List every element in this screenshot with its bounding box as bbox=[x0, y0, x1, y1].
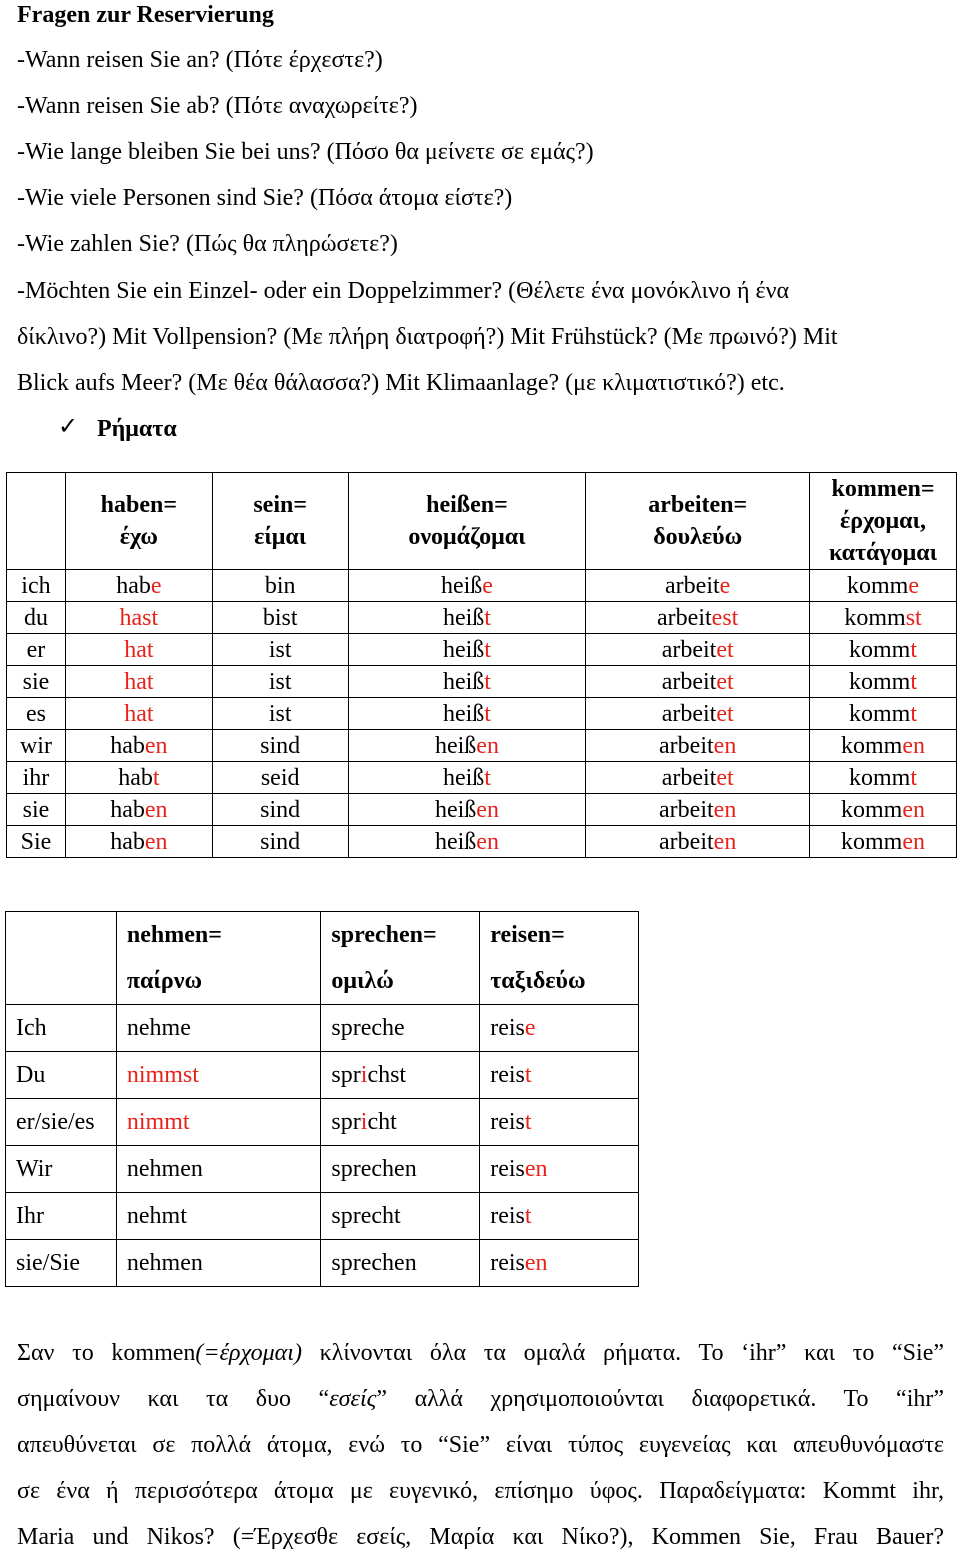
verb-ending: e bbox=[719, 572, 731, 599]
verb-ending: t bbox=[152, 764, 160, 791]
paragraph-text: απευθύνεται σε πολλά άτομα, ενώ το “Sie” είναι τύπος ευγενείας και απευθυνόμαστε bbox=[17, 1432, 944, 1458]
verb-stem: reis bbox=[490, 1155, 525, 1182]
verb-stem: spr bbox=[331, 1108, 361, 1135]
verb-stem: heiß bbox=[442, 604, 485, 631]
conjugation-cell bbox=[480, 1052, 639, 1099]
header-line: nehmen= bbox=[126, 922, 222, 948]
verb-stem: komm bbox=[847, 572, 909, 599]
conjugation-cell bbox=[65, 826, 212, 858]
verb-ending: en bbox=[524, 1249, 548, 1276]
verb-stem: hab bbox=[110, 732, 145, 759]
conjugation-cell bbox=[116, 1193, 321, 1240]
verb-stem: ist bbox=[268, 636, 292, 663]
verb-ending: hat bbox=[124, 700, 154, 727]
verb-stem: hab bbox=[116, 572, 151, 599]
verb-stem: arbeit bbox=[659, 828, 714, 855]
verb-stem: bist bbox=[262, 604, 298, 631]
header-line: είμαι bbox=[254, 524, 307, 550]
conjugation-cell bbox=[212, 730, 348, 762]
column-header bbox=[480, 912, 639, 1005]
pronoun-cell: er/sie/es bbox=[6, 1099, 117, 1146]
conjugation-cell bbox=[321, 1146, 480, 1193]
table-row bbox=[6, 1193, 639, 1240]
verb-stem: arbeit bbox=[665, 572, 720, 599]
verb-stem: komm bbox=[841, 732, 903, 759]
verb-stem: sind bbox=[260, 796, 301, 823]
verb-stem: heiß bbox=[440, 572, 483, 599]
verb-stem: arbeit bbox=[661, 668, 717, 695]
question-line: -Wann reisen Sie an? (Πότε έρχεστε?) bbox=[17, 47, 383, 73]
verb-stem: heiß bbox=[434, 796, 477, 823]
verb-ending: t bbox=[910, 700, 918, 727]
verb-ending: t bbox=[484, 700, 491, 727]
conjugation-cell bbox=[586, 570, 810, 602]
verb-ending: et bbox=[716, 700, 734, 727]
verb-ending: hast bbox=[119, 604, 159, 631]
verb-stem: nehmen bbox=[126, 1249, 203, 1276]
conjugation-cell bbox=[586, 794, 810, 826]
verb-ending: t bbox=[524, 1061, 532, 1088]
header-empty-cell bbox=[6, 912, 117, 1005]
verb-stem: cht bbox=[367, 1108, 397, 1135]
verb-ending: et bbox=[716, 764, 734, 791]
pronoun-cell: sie bbox=[7, 666, 66, 698]
verb-conjugation-table-1 bbox=[6, 472, 957, 858]
conjugation-cell bbox=[212, 666, 348, 698]
paragraph-text: κλίνονται όλα τα ομαλά ρήματα. Το ‘ihr” και το “Sie” bbox=[301, 1340, 945, 1366]
conjugation-cell bbox=[321, 1005, 480, 1052]
verb-ending: en bbox=[902, 732, 926, 759]
header-line: kommen= bbox=[831, 476, 935, 502]
verb-ending: en bbox=[902, 828, 926, 855]
header-line: έχω bbox=[119, 524, 158, 550]
verb-stem: sprechen bbox=[331, 1249, 417, 1276]
conjugation-cell bbox=[65, 634, 212, 666]
conjugation-cell bbox=[586, 666, 810, 698]
conjugation-cell bbox=[212, 794, 348, 826]
verb-ending: i bbox=[360, 1061, 368, 1088]
table-header-row bbox=[6, 912, 639, 1005]
verb-ending: en bbox=[476, 796, 499, 823]
verb-stem: arbeit bbox=[661, 764, 717, 791]
pronoun-cell: ich bbox=[7, 570, 66, 602]
conjugation-cell bbox=[810, 730, 957, 762]
verb-stem: arbeit bbox=[659, 796, 714, 823]
table-row bbox=[7, 762, 957, 794]
verb-stem: heiß bbox=[434, 828, 477, 855]
verb-ending: en bbox=[524, 1155, 548, 1182]
explanation-paragraph bbox=[17, 1330, 944, 1560]
verb-stem: arbeit bbox=[661, 700, 717, 727]
verb-stem: spreche bbox=[331, 1014, 405, 1041]
conjugation-cell bbox=[65, 602, 212, 634]
conjugation-cell bbox=[348, 826, 586, 858]
verb-stem: heiß bbox=[434, 732, 477, 759]
header-line: ονομάζομαι bbox=[408, 524, 526, 550]
header-empty-cell bbox=[7, 473, 66, 570]
verb-stem: ist bbox=[268, 700, 292, 727]
pronoun-cell: du bbox=[7, 602, 66, 634]
pronoun-cell: Ich bbox=[6, 1005, 117, 1052]
paragraph-text: Σαν το kommen bbox=[17, 1340, 196, 1366]
verb-stem: arbeit bbox=[661, 636, 717, 663]
conjugation-cell bbox=[116, 1005, 321, 1052]
verb-ending: st bbox=[905, 604, 922, 631]
verb-stem: heiß bbox=[442, 764, 485, 791]
conjugation-cell bbox=[321, 1099, 480, 1146]
verb-ending: e bbox=[482, 572, 493, 599]
check-icon: ✓ bbox=[58, 414, 79, 440]
verb-stem: nehmen bbox=[126, 1155, 203, 1182]
column-header bbox=[212, 473, 348, 570]
header-line: ομιλώ bbox=[331, 968, 394, 994]
section-heading: Ρήματα bbox=[97, 416, 177, 442]
conjugation-cell bbox=[480, 1005, 639, 1052]
column-header bbox=[348, 473, 586, 570]
conjugation-cell bbox=[586, 826, 810, 858]
conjugation-cell bbox=[212, 826, 348, 858]
conjugation-cell bbox=[348, 762, 586, 794]
conjugation-cell bbox=[321, 1193, 480, 1240]
header-line: sein= bbox=[253, 492, 308, 518]
pronoun-cell: Ihr bbox=[6, 1193, 117, 1240]
conjugation-cell bbox=[116, 1146, 321, 1193]
question-line: -Wie viele Personen sind Sie? (Πόσα άτομα είστε?) bbox=[17, 185, 513, 211]
paragraph-text: σε ένα ή περισσότερα άτομα με ευγενικό, επίσημο ύφος. Παραδείγματα: Kommt ihr, bbox=[17, 1478, 944, 1504]
table-row bbox=[7, 698, 957, 730]
table-row bbox=[7, 634, 957, 666]
verb-stem: chst bbox=[367, 1061, 407, 1088]
table-row bbox=[6, 1099, 639, 1146]
pronoun-cell: wir bbox=[7, 730, 66, 762]
pronoun-cell: er bbox=[7, 634, 66, 666]
header-line: ταξιδεύω bbox=[490, 968, 586, 994]
verb-ending: t bbox=[484, 604, 491, 631]
paragraph-text: εσείς bbox=[329, 1386, 377, 1412]
header-line: έρχομαι, bbox=[840, 508, 926, 534]
column-header bbox=[116, 912, 321, 1005]
paragraph-text: (=έρχομαι) bbox=[195, 1340, 302, 1366]
verb-ending: est bbox=[711, 604, 739, 631]
table-row bbox=[7, 602, 957, 634]
conjugation-cell bbox=[586, 762, 810, 794]
table-row bbox=[6, 1240, 639, 1287]
conjugation-cell bbox=[586, 730, 810, 762]
verb-ending: et bbox=[716, 668, 734, 695]
document-title: Fragen zur Reservierung bbox=[17, 2, 274, 28]
verb-ending: en bbox=[713, 796, 737, 823]
verb-ending: nimmt bbox=[126, 1108, 190, 1135]
verb-ending: en bbox=[144, 732, 168, 759]
header-line: παίρνω bbox=[126, 968, 202, 994]
conjugation-cell bbox=[480, 1099, 639, 1146]
column-header bbox=[586, 473, 810, 570]
pronoun-cell: Du bbox=[6, 1052, 117, 1099]
pronoun-cell: es bbox=[7, 698, 66, 730]
conjugation-cell bbox=[116, 1052, 321, 1099]
conjugation-cell bbox=[810, 666, 957, 698]
verb-ending: hat bbox=[124, 636, 154, 663]
verb-stem: sind bbox=[260, 828, 301, 855]
paragraph-line bbox=[17, 1514, 944, 1560]
verb-stem: sprechen bbox=[331, 1155, 417, 1182]
table-row bbox=[7, 826, 957, 858]
conjugation-cell bbox=[212, 698, 348, 730]
conjugation-cell bbox=[810, 634, 957, 666]
table-row bbox=[6, 1146, 639, 1193]
verb-stem: arbeit bbox=[657, 604, 712, 631]
conjugation-cell bbox=[348, 666, 586, 698]
table-row bbox=[7, 666, 957, 698]
question-line: Blick aufs Meer? (Με θέα θάλασσα?) Mit Klimaanlage? (με κλιματιστικό?) etc. bbox=[17, 370, 785, 396]
conjugation-cell bbox=[321, 1240, 480, 1287]
question-line: -Möchten Sie ein Einzel- oder ein Doppelzimmer? (Θέλετε ένα μονόκλινο ή ένα bbox=[17, 278, 790, 304]
verb-ending: en bbox=[713, 732, 737, 759]
conjugation-cell bbox=[212, 762, 348, 794]
header-line: arbeiten= bbox=[648, 492, 748, 518]
verb-stem: reis bbox=[490, 1108, 525, 1135]
question-line: δίκλινο?) Mit Vollpension? (Με πλήρη διατροφή?) Mit Frühstück? (Με πρωινό?) Mit bbox=[17, 324, 838, 350]
pronoun-cell: Wir bbox=[6, 1146, 117, 1193]
verb-stem: komm bbox=[849, 700, 911, 727]
verb-stem: sprecht bbox=[331, 1202, 401, 1229]
pronoun-cell: sie bbox=[7, 794, 66, 826]
verb-ending: t bbox=[910, 764, 918, 791]
verb-ending: t bbox=[524, 1202, 532, 1229]
conjugation-cell bbox=[212, 602, 348, 634]
conjugation-cell bbox=[348, 698, 586, 730]
verb-ending: e bbox=[524, 1014, 536, 1041]
verb-stem: heiß bbox=[442, 636, 485, 663]
paragraph-line bbox=[17, 1330, 944, 1376]
verb-stem: hab bbox=[118, 764, 153, 791]
verb-stem: ist bbox=[268, 668, 292, 695]
conjugation-cell bbox=[116, 1099, 321, 1146]
verb-ending: en bbox=[476, 828, 499, 855]
verb-stem: arbeit bbox=[659, 732, 714, 759]
verb-ending: e bbox=[908, 572, 920, 599]
verb-stem: sind bbox=[260, 732, 301, 759]
paragraph-text: Maria und Nikos? (=Έρχεσθε εσείς, Μαρία και Νίκο?), Kommen Sie, Frau Bauer? bbox=[17, 1524, 944, 1550]
conjugation-cell bbox=[480, 1193, 639, 1240]
conjugation-cell bbox=[348, 570, 586, 602]
verb-ending: e bbox=[150, 572, 162, 599]
verb-stem: komm bbox=[849, 668, 911, 695]
column-header bbox=[65, 473, 212, 570]
conjugation-cell bbox=[480, 1146, 639, 1193]
conjugation-cell bbox=[321, 1052, 480, 1099]
paragraph-line bbox=[17, 1468, 944, 1514]
verb-stem: hab bbox=[110, 828, 145, 855]
verb-ending: hat bbox=[124, 668, 154, 695]
header-line: δουλεύω bbox=[653, 524, 743, 550]
verb-stem: bin bbox=[264, 572, 296, 599]
paragraph-line bbox=[17, 1376, 944, 1422]
header-line: κατάγομαι bbox=[828, 540, 938, 566]
pronoun-cell: Sie bbox=[7, 826, 66, 858]
verb-stem: nehmt bbox=[126, 1202, 187, 1229]
column-header bbox=[321, 912, 480, 1005]
conjugation-cell bbox=[65, 730, 212, 762]
verb-ending: t bbox=[484, 636, 491, 663]
paragraph-line bbox=[17, 1422, 944, 1468]
conjugation-cell bbox=[212, 634, 348, 666]
conjugation-cell bbox=[212, 570, 348, 602]
table-row bbox=[7, 730, 957, 762]
verb-stem: heiß bbox=[442, 668, 485, 695]
conjugation-cell bbox=[65, 666, 212, 698]
conjugation-cell bbox=[810, 570, 957, 602]
verb-stem: komm bbox=[844, 604, 906, 631]
conjugation-cell bbox=[65, 762, 212, 794]
question-line: -Wie zahlen Sie? (Πώς θα πληρώσετε?) bbox=[17, 231, 398, 257]
verb-stem: hab bbox=[110, 796, 145, 823]
column-header bbox=[810, 473, 957, 570]
verb-stem: komm bbox=[849, 636, 911, 663]
paragraph-text: ” αλλά χρησιμοποιούνται διαφορετικά. Το “ihr” bbox=[376, 1386, 945, 1412]
verb-stem: reis bbox=[490, 1014, 525, 1041]
table-row bbox=[7, 570, 957, 602]
verb-stem: spr bbox=[331, 1061, 361, 1088]
conjugation-cell bbox=[810, 698, 957, 730]
verb-ending: t bbox=[484, 668, 491, 695]
conjugation-cell bbox=[480, 1240, 639, 1287]
conjugation-cell bbox=[810, 826, 957, 858]
verb-ending: en bbox=[713, 828, 737, 855]
conjugation-cell bbox=[65, 570, 212, 602]
conjugation-cell bbox=[586, 698, 810, 730]
conjugation-cell bbox=[348, 634, 586, 666]
table-row bbox=[6, 1005, 639, 1052]
verb-stem: reis bbox=[490, 1061, 525, 1088]
conjugation-cell bbox=[348, 794, 586, 826]
verb-ending: en bbox=[144, 828, 168, 855]
verb-ending: t bbox=[910, 636, 918, 663]
conjugation-cell bbox=[65, 698, 212, 730]
table-row bbox=[6, 1052, 639, 1099]
conjugation-cell bbox=[116, 1240, 321, 1287]
pronoun-cell: sie/Sie bbox=[6, 1240, 117, 1287]
verb-ending: i bbox=[360, 1108, 368, 1135]
conjugation-cell bbox=[586, 602, 810, 634]
conjugation-cell bbox=[348, 602, 586, 634]
header-line: sprechen= bbox=[331, 922, 437, 948]
header-line: haben= bbox=[100, 492, 178, 518]
verb-ending: t bbox=[910, 668, 918, 695]
verb-stem: reis bbox=[490, 1249, 525, 1276]
verb-stem: reis bbox=[490, 1202, 525, 1229]
table-row bbox=[7, 794, 957, 826]
conjugation-cell bbox=[586, 634, 810, 666]
verb-stem: seid bbox=[260, 764, 300, 791]
verb-ending: en bbox=[902, 796, 926, 823]
verb-ending: t bbox=[524, 1108, 532, 1135]
verb-stem: komm bbox=[841, 828, 903, 855]
table-header-row bbox=[7, 473, 957, 570]
verb-stem: komm bbox=[849, 764, 911, 791]
conjugation-cell bbox=[810, 794, 957, 826]
verb-ending: en bbox=[144, 796, 168, 823]
header-line: heißen= bbox=[426, 492, 508, 518]
conjugation-cell bbox=[65, 794, 212, 826]
conjugation-cell bbox=[810, 602, 957, 634]
verb-stem: nehme bbox=[126, 1014, 191, 1041]
verb-stem: heiß bbox=[442, 700, 485, 727]
conjugation-cell bbox=[810, 762, 957, 794]
verb-stem: komm bbox=[841, 796, 903, 823]
pronoun-cell: ihr bbox=[7, 762, 66, 794]
header-line: reisen= bbox=[490, 922, 565, 948]
verb-ending: t bbox=[484, 764, 491, 791]
verb-conjugation-table-2 bbox=[5, 911, 639, 1287]
question-line: -Wie lange bleiben Sie bei uns? (Πόσο θα μείνετε σε εμάς?) bbox=[17, 139, 594, 165]
question-line: -Wann reisen Sie ab? (Πότε αναχωρείτε?) bbox=[17, 93, 418, 119]
verb-ending: et bbox=[716, 636, 734, 663]
verb-ending: nimmst bbox=[126, 1061, 199, 1088]
conjugation-cell bbox=[348, 730, 586, 762]
verb-ending: en bbox=[476, 732, 499, 759]
paragraph-text: σημαίνουν και τα δυο “ bbox=[17, 1386, 330, 1412]
